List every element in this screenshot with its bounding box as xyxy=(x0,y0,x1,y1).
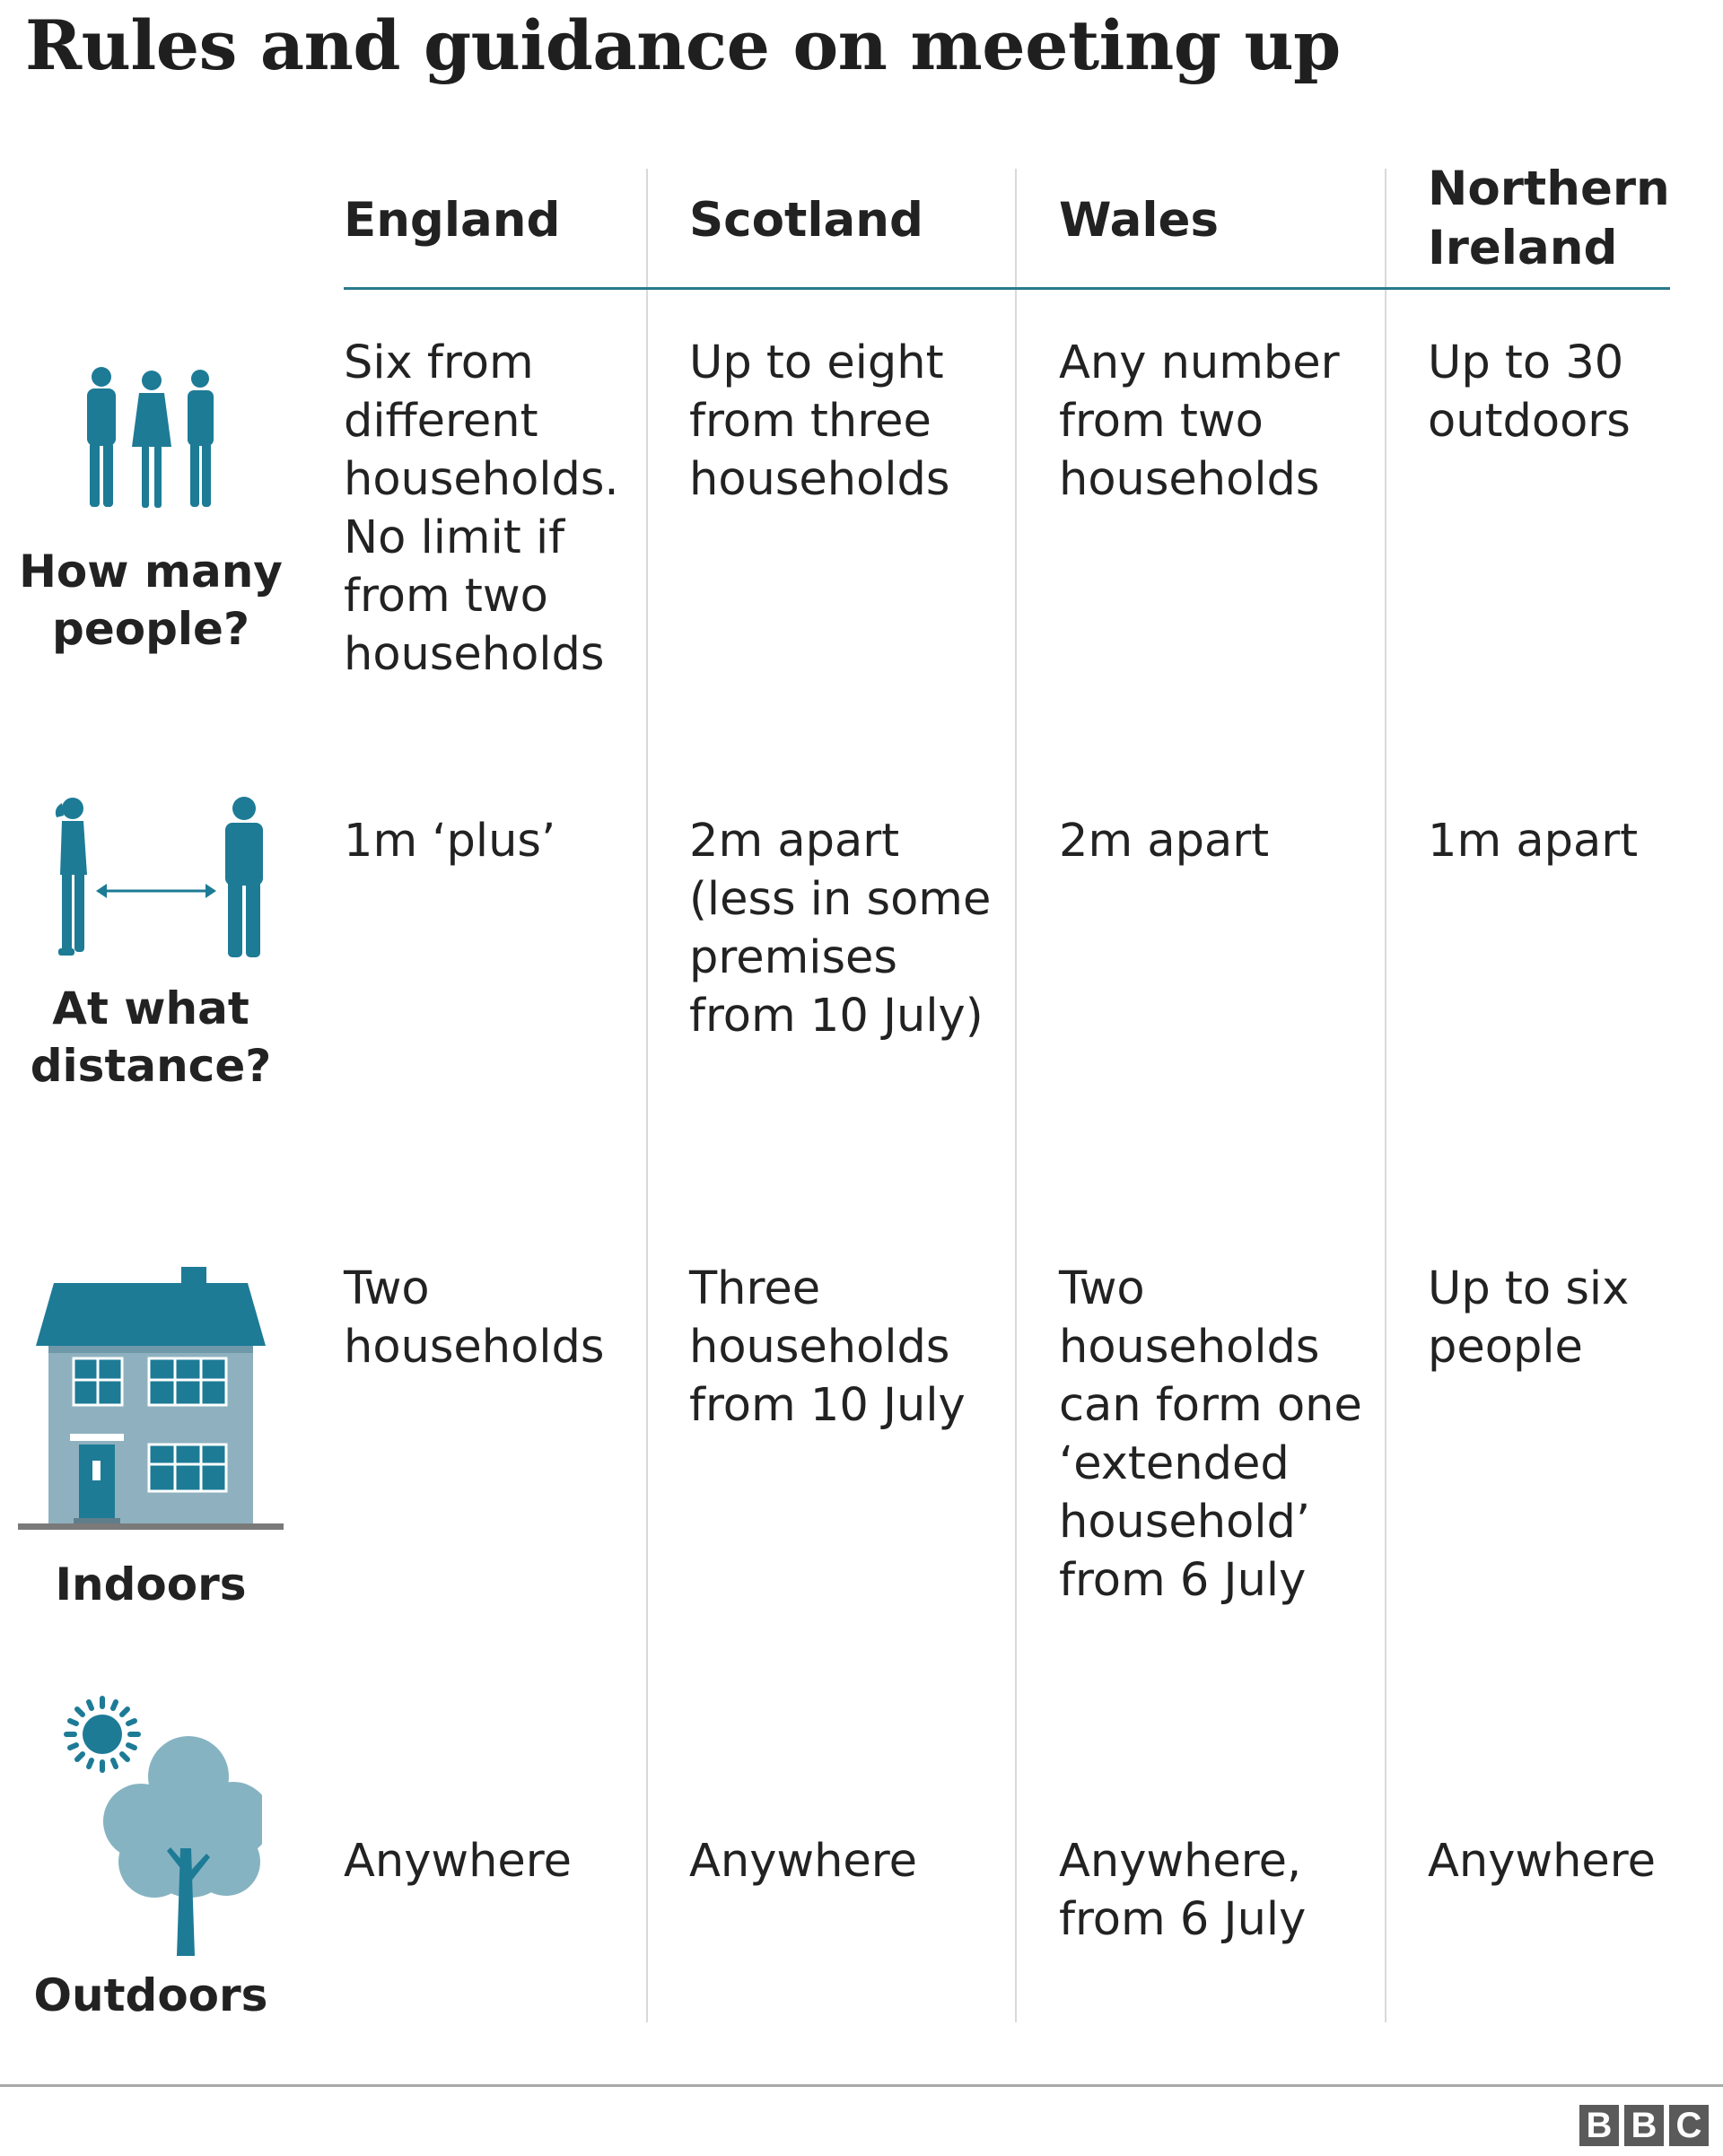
cell-ni-people: Up to 30 outdoors xyxy=(1428,336,1631,448)
row-label-outdoors: Outdoors xyxy=(33,1969,268,2021)
page-title: Rules and guidance on meeting up xyxy=(25,5,1341,85)
cell-scotland-outdoors: Anywhere xyxy=(689,1835,918,1888)
cell-wales-outdoors: Anywhere, from 6 July xyxy=(1059,1835,1307,1946)
row-label-how-many-people: How many people? xyxy=(19,546,283,655)
column-header-northern-ireland: Northern Ireland xyxy=(1428,161,1670,275)
column-divider xyxy=(1015,169,1017,2022)
cell-england-distance: 1m ‘plus’ xyxy=(344,815,556,868)
bbc-logo-letter: C xyxy=(1669,2105,1709,2146)
cell-scotland-people: Up to eight from three households xyxy=(689,336,950,506)
three-people-icon xyxy=(76,366,229,519)
cell-wales-indoors: Two households can form one ‘extended household’ from 6 July xyxy=(1059,1262,1362,1607)
column-divider xyxy=(1385,169,1386,2022)
column-header-england: England xyxy=(344,193,561,248)
cell-scotland-distance: 2m apart (less in some premises from 10 July) xyxy=(689,815,992,1043)
bbc-logo-letter: B xyxy=(1579,2105,1619,2146)
sun-tree-icon xyxy=(56,1687,262,1956)
bbc-logo-letter: B xyxy=(1624,2105,1664,2146)
bbc-logo xyxy=(1579,2105,1709,2146)
cell-wales-people: Any number from two households xyxy=(1059,336,1340,506)
cell-ni-outdoors: Anywhere xyxy=(1428,1835,1657,1888)
column-header-wales: Wales xyxy=(1059,193,1219,248)
row-label-indoors: Indoors xyxy=(55,1558,247,1610)
row-label-at-what-distance: At what distance? xyxy=(30,982,272,1092)
cell-ni-distance: 1m apart xyxy=(1428,815,1639,868)
cell-england-outdoors: Anywhere xyxy=(344,1835,573,1888)
header-rule xyxy=(344,287,1670,290)
cell-england-indoors: Two households xyxy=(344,1262,605,1374)
footer-rule xyxy=(0,2084,1723,2087)
cell-england-people: Six from different households. No limit if from two households xyxy=(344,336,619,681)
cell-wales-distance: 2m apart xyxy=(1059,815,1270,868)
cell-scotland-indoors: Three households from 10 July xyxy=(689,1262,966,1432)
social-distance-icon xyxy=(49,794,274,973)
cell-ni-indoors: Up to six people xyxy=(1428,1262,1630,1374)
house-icon xyxy=(16,1265,285,1534)
column-header-scotland: Scotland xyxy=(689,193,923,248)
